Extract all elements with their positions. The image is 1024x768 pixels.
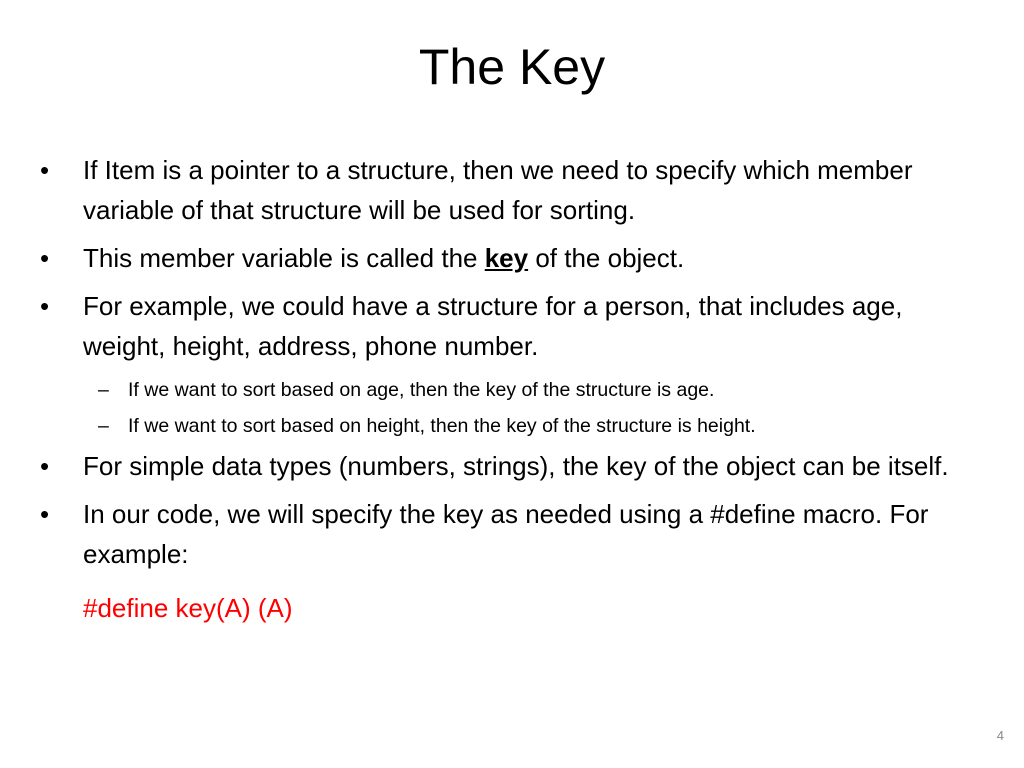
slide-content xyxy=(40,150,985,628)
sub-bullet-marker: – xyxy=(98,415,109,437)
page-number: 4 xyxy=(996,728,1004,743)
bullet-item xyxy=(40,446,985,486)
bullet-text: In our code, we will specify the key as needed using a #define macro. For example: xyxy=(83,499,929,569)
bullet-text-after: of the object. xyxy=(528,243,685,273)
bullet-item xyxy=(40,238,985,278)
slide-title: The Key xyxy=(418,39,606,95)
key-term: key xyxy=(484,243,529,273)
bullet-item xyxy=(40,286,985,366)
bullet-text: If Item is a pointer to a structure, then we need to specify which member variable of that structure will be used for sorting. xyxy=(83,155,913,225)
bullet-marker: • xyxy=(40,155,50,185)
code-example: #define key(A) (A) xyxy=(83,593,293,623)
sub-bullet-marker: – xyxy=(98,379,109,401)
sub-bullet-item xyxy=(40,374,985,406)
bullet-marker: • xyxy=(40,499,50,529)
bullet-marker: • xyxy=(40,451,50,481)
sub-bullet-text: If we want to sort based on age, then the key of the structure is age. xyxy=(128,379,715,401)
bullet-text: For example, we could have a structure for a person, that includes age, weight, height, address, phone number. xyxy=(83,291,903,361)
bullet-item xyxy=(40,150,985,230)
sub-bullet-text: If we want to sort based on height, then the key of the structure is height. xyxy=(128,415,756,437)
bullet-marker: • xyxy=(40,243,50,273)
bullet-text: For simple data types (numbers, strings), the key of the object can be itself. xyxy=(83,451,949,481)
bullet-item xyxy=(40,494,985,574)
bullet-marker: • xyxy=(40,291,50,321)
bullet-text-before: This member variable is called the xyxy=(83,243,485,273)
sub-bullet-item xyxy=(40,410,985,442)
